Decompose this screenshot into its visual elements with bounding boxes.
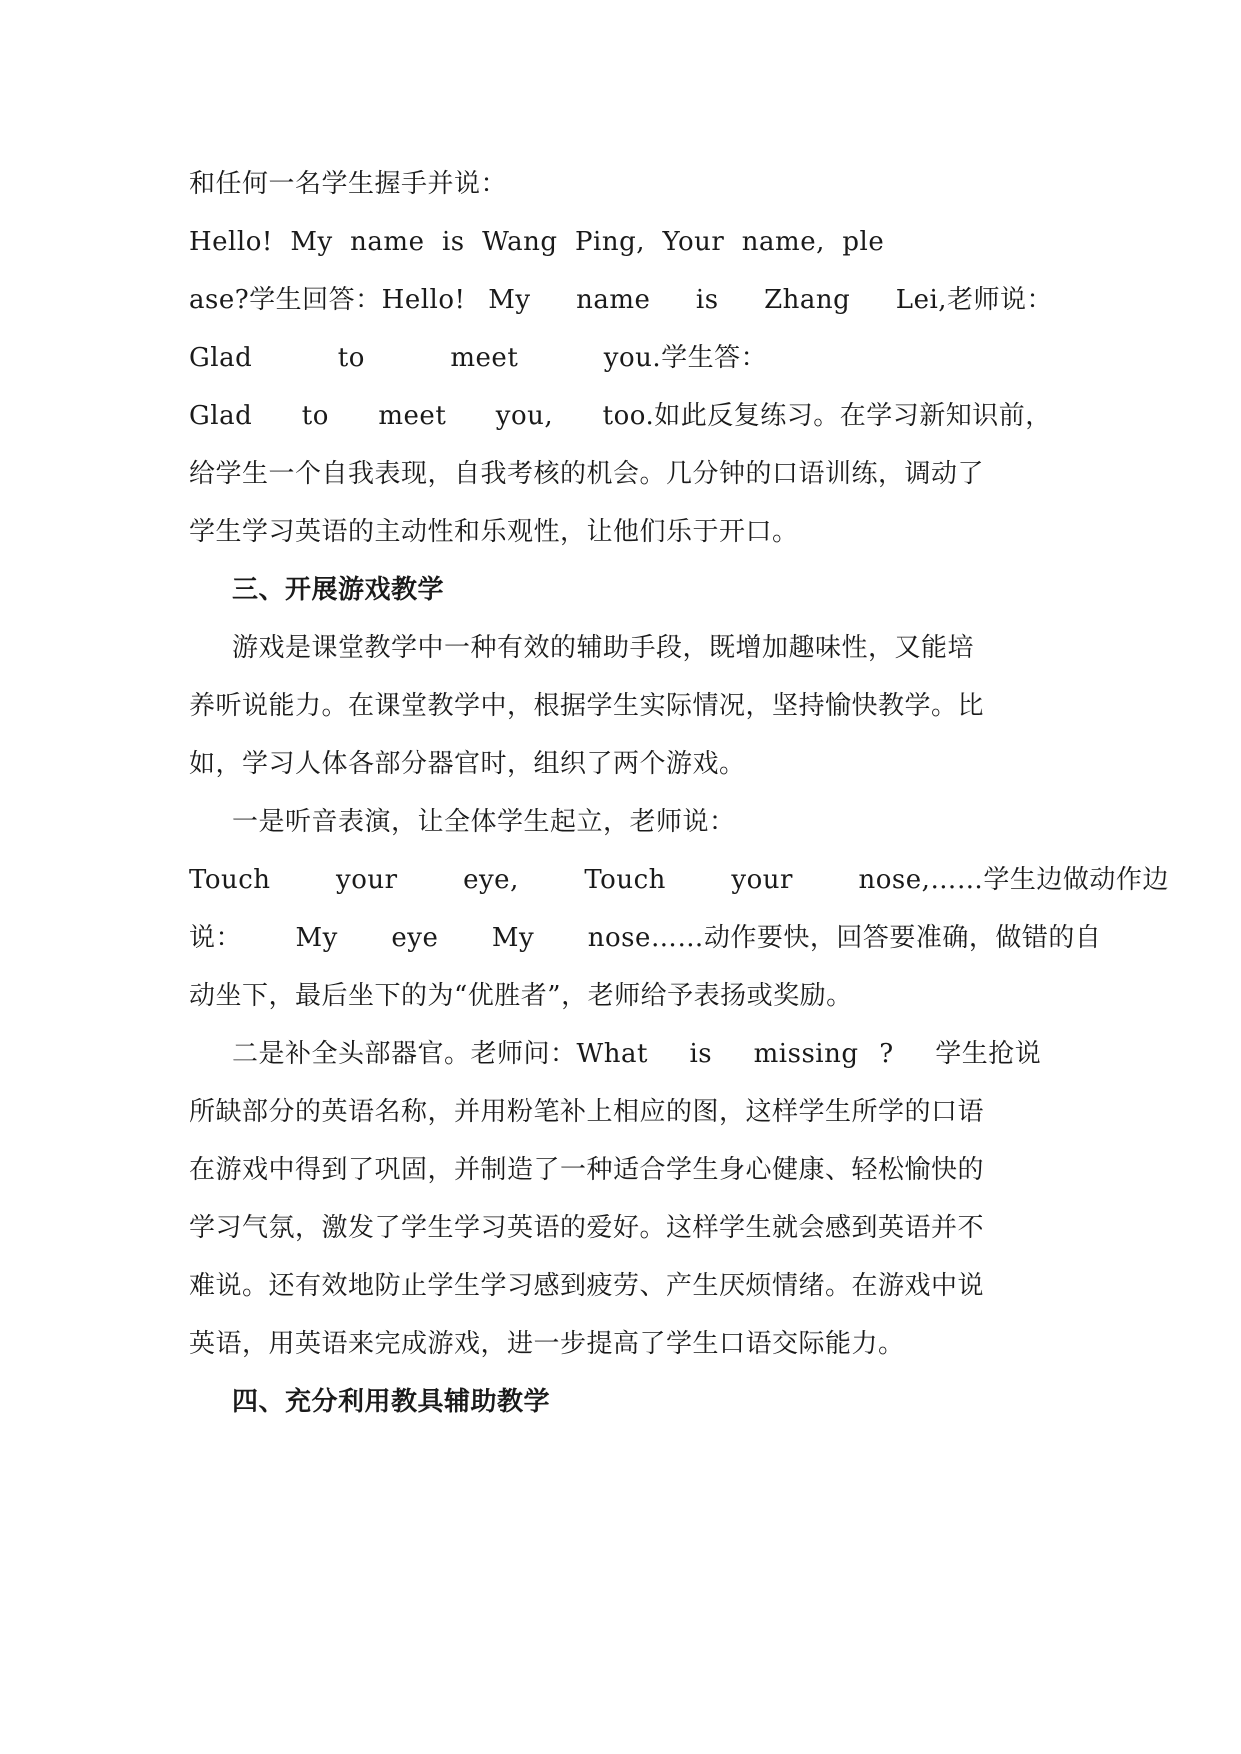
section-heading: 三、开展游戏教学 bbox=[232, 575, 445, 605]
text-line: 一是听音表演，让全体学生起立，老师说： bbox=[232, 807, 736, 837]
text-line: 二是补全头部器官。老师问：What is missing ? 学生抢说 bbox=[232, 1039, 1042, 1069]
text-line: 给学生一个自我表现，自我考核的机会。几分钟的口语训练，调动了 bbox=[189, 459, 985, 489]
text-line: 游戏是课堂教学中一种有效的辅助手段，既增加趣味性，又能培 bbox=[232, 633, 975, 663]
text-line: 学习气氛，激发了学生学习英语的爱好。这样学生就会感到英语并不 bbox=[189, 1213, 985, 1243]
text-line: ase?学生回答：Hello! My name is Zhang Lei,老师说： bbox=[189, 285, 1054, 315]
section-heading: 四、充分利用教具辅助教学 bbox=[232, 1387, 551, 1417]
text-line: 和任何一名学生握手并说： bbox=[189, 169, 508, 199]
text-line: 如，学习人体各部分器官时，组织了两个游戏。 bbox=[189, 749, 746, 779]
text-line: 所缺部分的英语名称，并用粉笔补上相应的图，这样学生所学的口语 bbox=[189, 1097, 985, 1127]
text-line: Glad to meet you.学生答： bbox=[189, 343, 768, 373]
text-line: 在游戏中得到了巩固，并制造了一种适合学生身心健康、轻松愉快的 bbox=[189, 1155, 985, 1185]
text-line-english bbox=[189, 222, 1059, 262]
line-segment: Hello! My name is Wang Ping, Your name, ple bbox=[189, 227, 885, 257]
text-line: Glad to meet you, too.如此反复练习。在学习新知识前， bbox=[189, 401, 1052, 431]
text-line: 动坐下，最后坐下的为“优胜者”，老师给予表扬或奖励。 bbox=[189, 981, 853, 1011]
text-line: 英语，用英语来完成游戏，进一步提高了学生口语交际能力。 bbox=[189, 1329, 905, 1359]
text-line: 难说。还有效地防止学生学习感到疲劳、产生厌烦情绪。在游戏中说 bbox=[189, 1271, 985, 1301]
text-line: 学生学习英语的主动性和乐观性，让他们乐于开口。 bbox=[189, 517, 799, 547]
text-line: Touch your eye, Touch your nose,……学生边做动作边 bbox=[189, 865, 1169, 895]
text-line: 养听说能力。在课堂教学中，根据学生实际情况，坚持愉快教学。比 bbox=[189, 691, 985, 721]
text-line: 说： My eye My nose……动作要快，回答要准确，做错的自 bbox=[189, 923, 1102, 953]
